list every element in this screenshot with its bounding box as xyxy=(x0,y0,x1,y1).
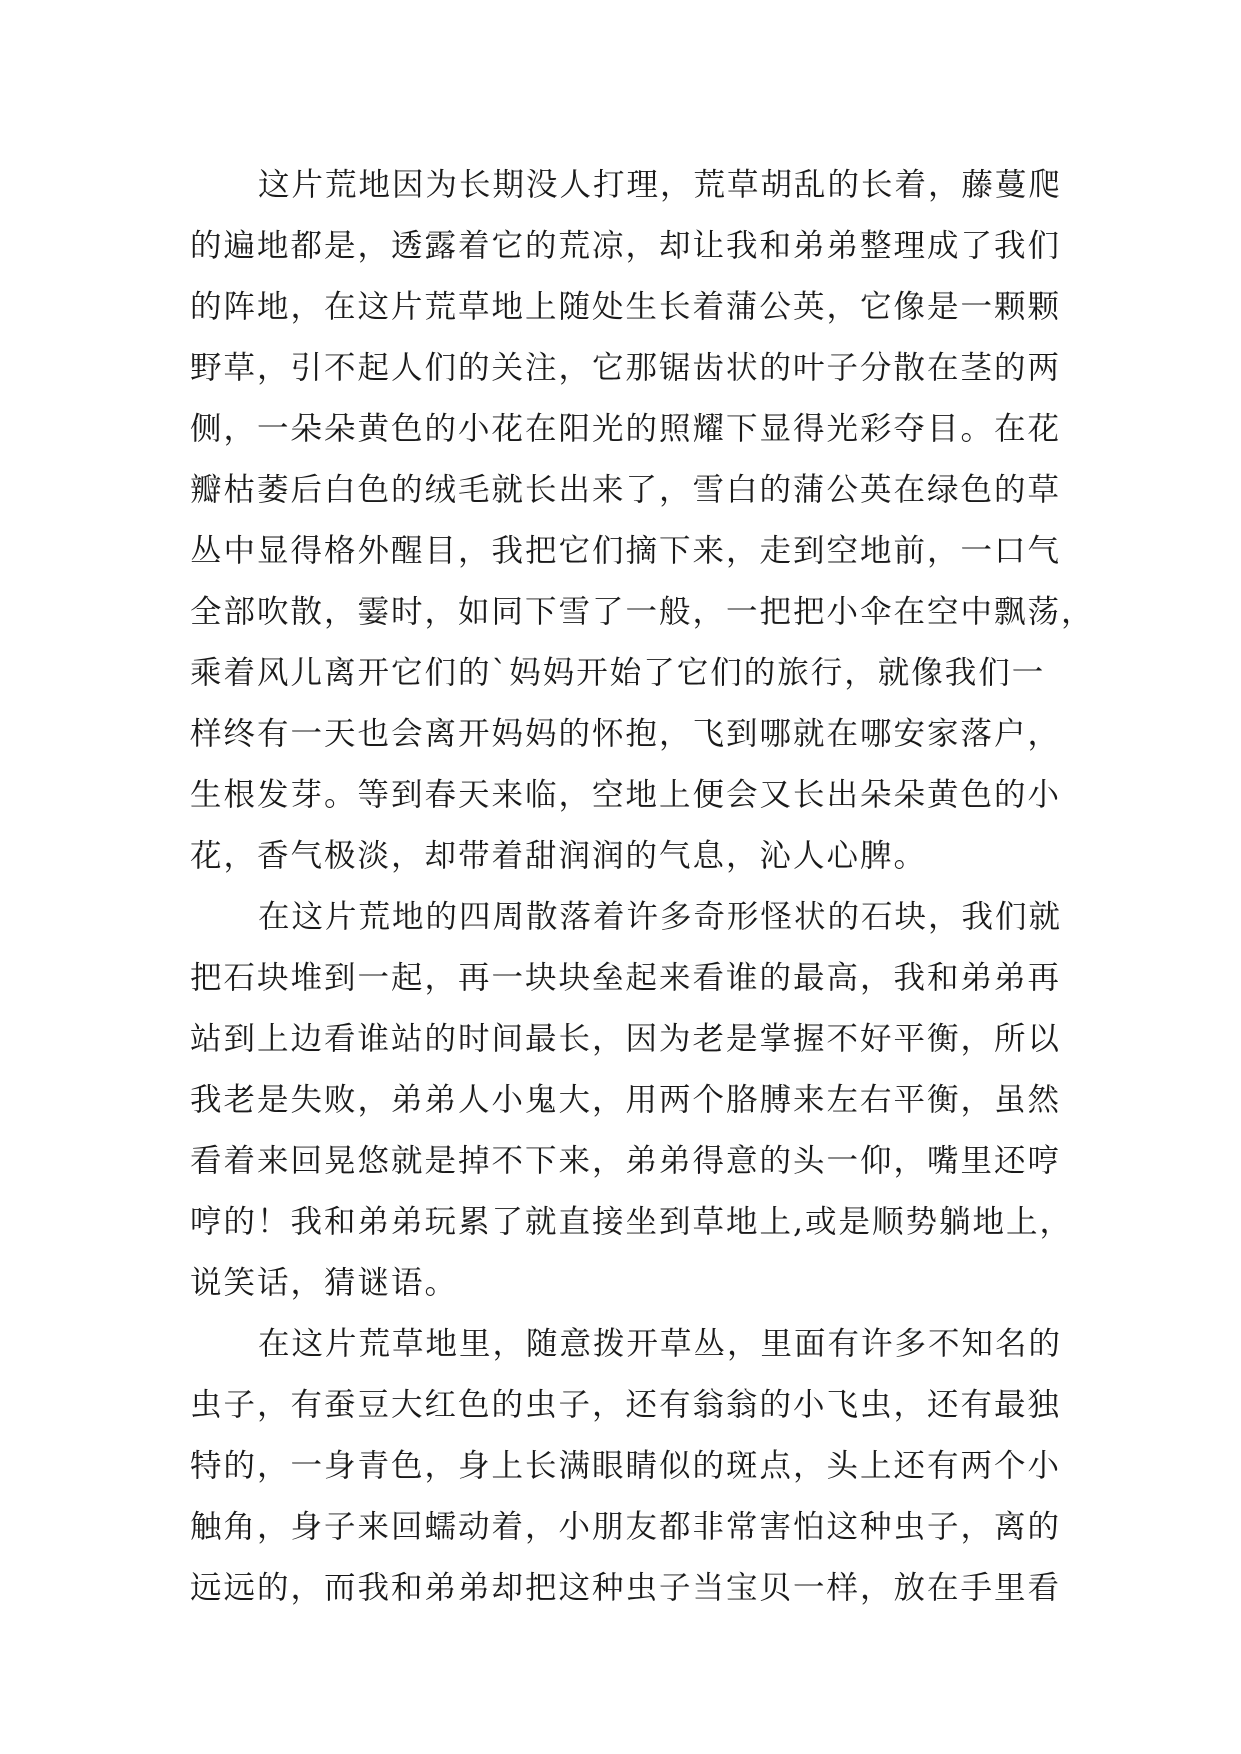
text-line: 哼的！我和弟弟玩累了就直接坐到草地上,或是顺势躺地上， xyxy=(190,1204,1074,1240)
text-line: 特的，一身青色，身上长满眼睛似的斑点，头上还有两个小 xyxy=(190,1448,1062,1484)
paragraph-2 xyxy=(190,887,1074,1314)
text-line: 在这片荒地的四周散落着许多奇形怪状的石块，我们就 xyxy=(258,899,1063,935)
text-line: 在这片荒草地里，随意拨开草丛，里面有许多不知名的 xyxy=(258,1326,1063,1362)
text-line: 丛中显得格外醒目，我把它们摘下来，走到空地前，一口气 xyxy=(190,533,1062,569)
text-line: 野草，引不起人们的关注，它那锯齿状的叶子分散在茎的两 xyxy=(190,350,1062,386)
text-line: 乘着风儿离开它们的`妈妈开始了它们的旅行，就像我们一 xyxy=(190,655,1046,691)
text-line: 说笑话，猜谜语。 xyxy=(190,1265,459,1301)
text-line: 看着来回晃悠就是掉不下来，弟弟得意的头一仰，嘴里还哼 xyxy=(190,1143,1062,1179)
text-line: 的遍地都是，透露着它的荒凉，却让我和弟弟整理成了我们 xyxy=(190,228,1062,264)
text-line: 侧，一朵朵黄色的小花在阳光的照耀下显得光彩夺目。在花 xyxy=(190,411,1062,447)
text-line: 把石块堆到一起，再一块块垒起来看谁的最高，我和弟弟再 xyxy=(190,960,1062,996)
text-line: 的阵地，在这片荒草地上随处生长着蒲公英，它像是一颗颗 xyxy=(190,289,1062,325)
text-line: 这片荒地因为长期没人打理，荒草胡乱的长着，藤蔓爬 xyxy=(258,167,1063,203)
paragraph-3 xyxy=(190,1314,1070,1619)
text-line: 花，香气极淡，却带着甜润润的气息，沁人心脾。 xyxy=(190,838,928,874)
text-line: 站到上边看谁站的时间最长，因为老是掌握不好平衡，所以 xyxy=(190,1021,1062,1057)
document-body xyxy=(190,155,1095,1619)
text-line: 触角，身子来回蠕动着，小朋友都非常害怕这种虫子，离的 xyxy=(190,1509,1062,1545)
text-line: 远远的，而我和弟弟却把这种虫子当宝贝一样，放在手里看 xyxy=(190,1570,1062,1606)
text-line: 我老是失败，弟弟人小鬼大，用两个胳膊来左右平衡，虽然 xyxy=(190,1082,1062,1118)
text-line: 样终有一天也会离开妈妈的怀抱，飞到哪就在哪安家落户， xyxy=(190,716,1062,752)
text-line: 全部吹散，霎时，如同下雪了一般，一把把小伞在空中飘荡， xyxy=(190,594,1095,630)
text-line: 瓣枯萎后白色的绒毛就长出来了，雪白的蒲公英在绿色的草 xyxy=(190,472,1062,508)
text-line: 生根发芽。等到春天来临，空地上便会又长出朵朵黄色的小 xyxy=(190,777,1062,813)
paragraph-1 xyxy=(190,155,1095,887)
text-line: 虫子，有蚕豆大红色的虫子，还有翁翁的小飞虫，还有最独 xyxy=(190,1387,1062,1423)
